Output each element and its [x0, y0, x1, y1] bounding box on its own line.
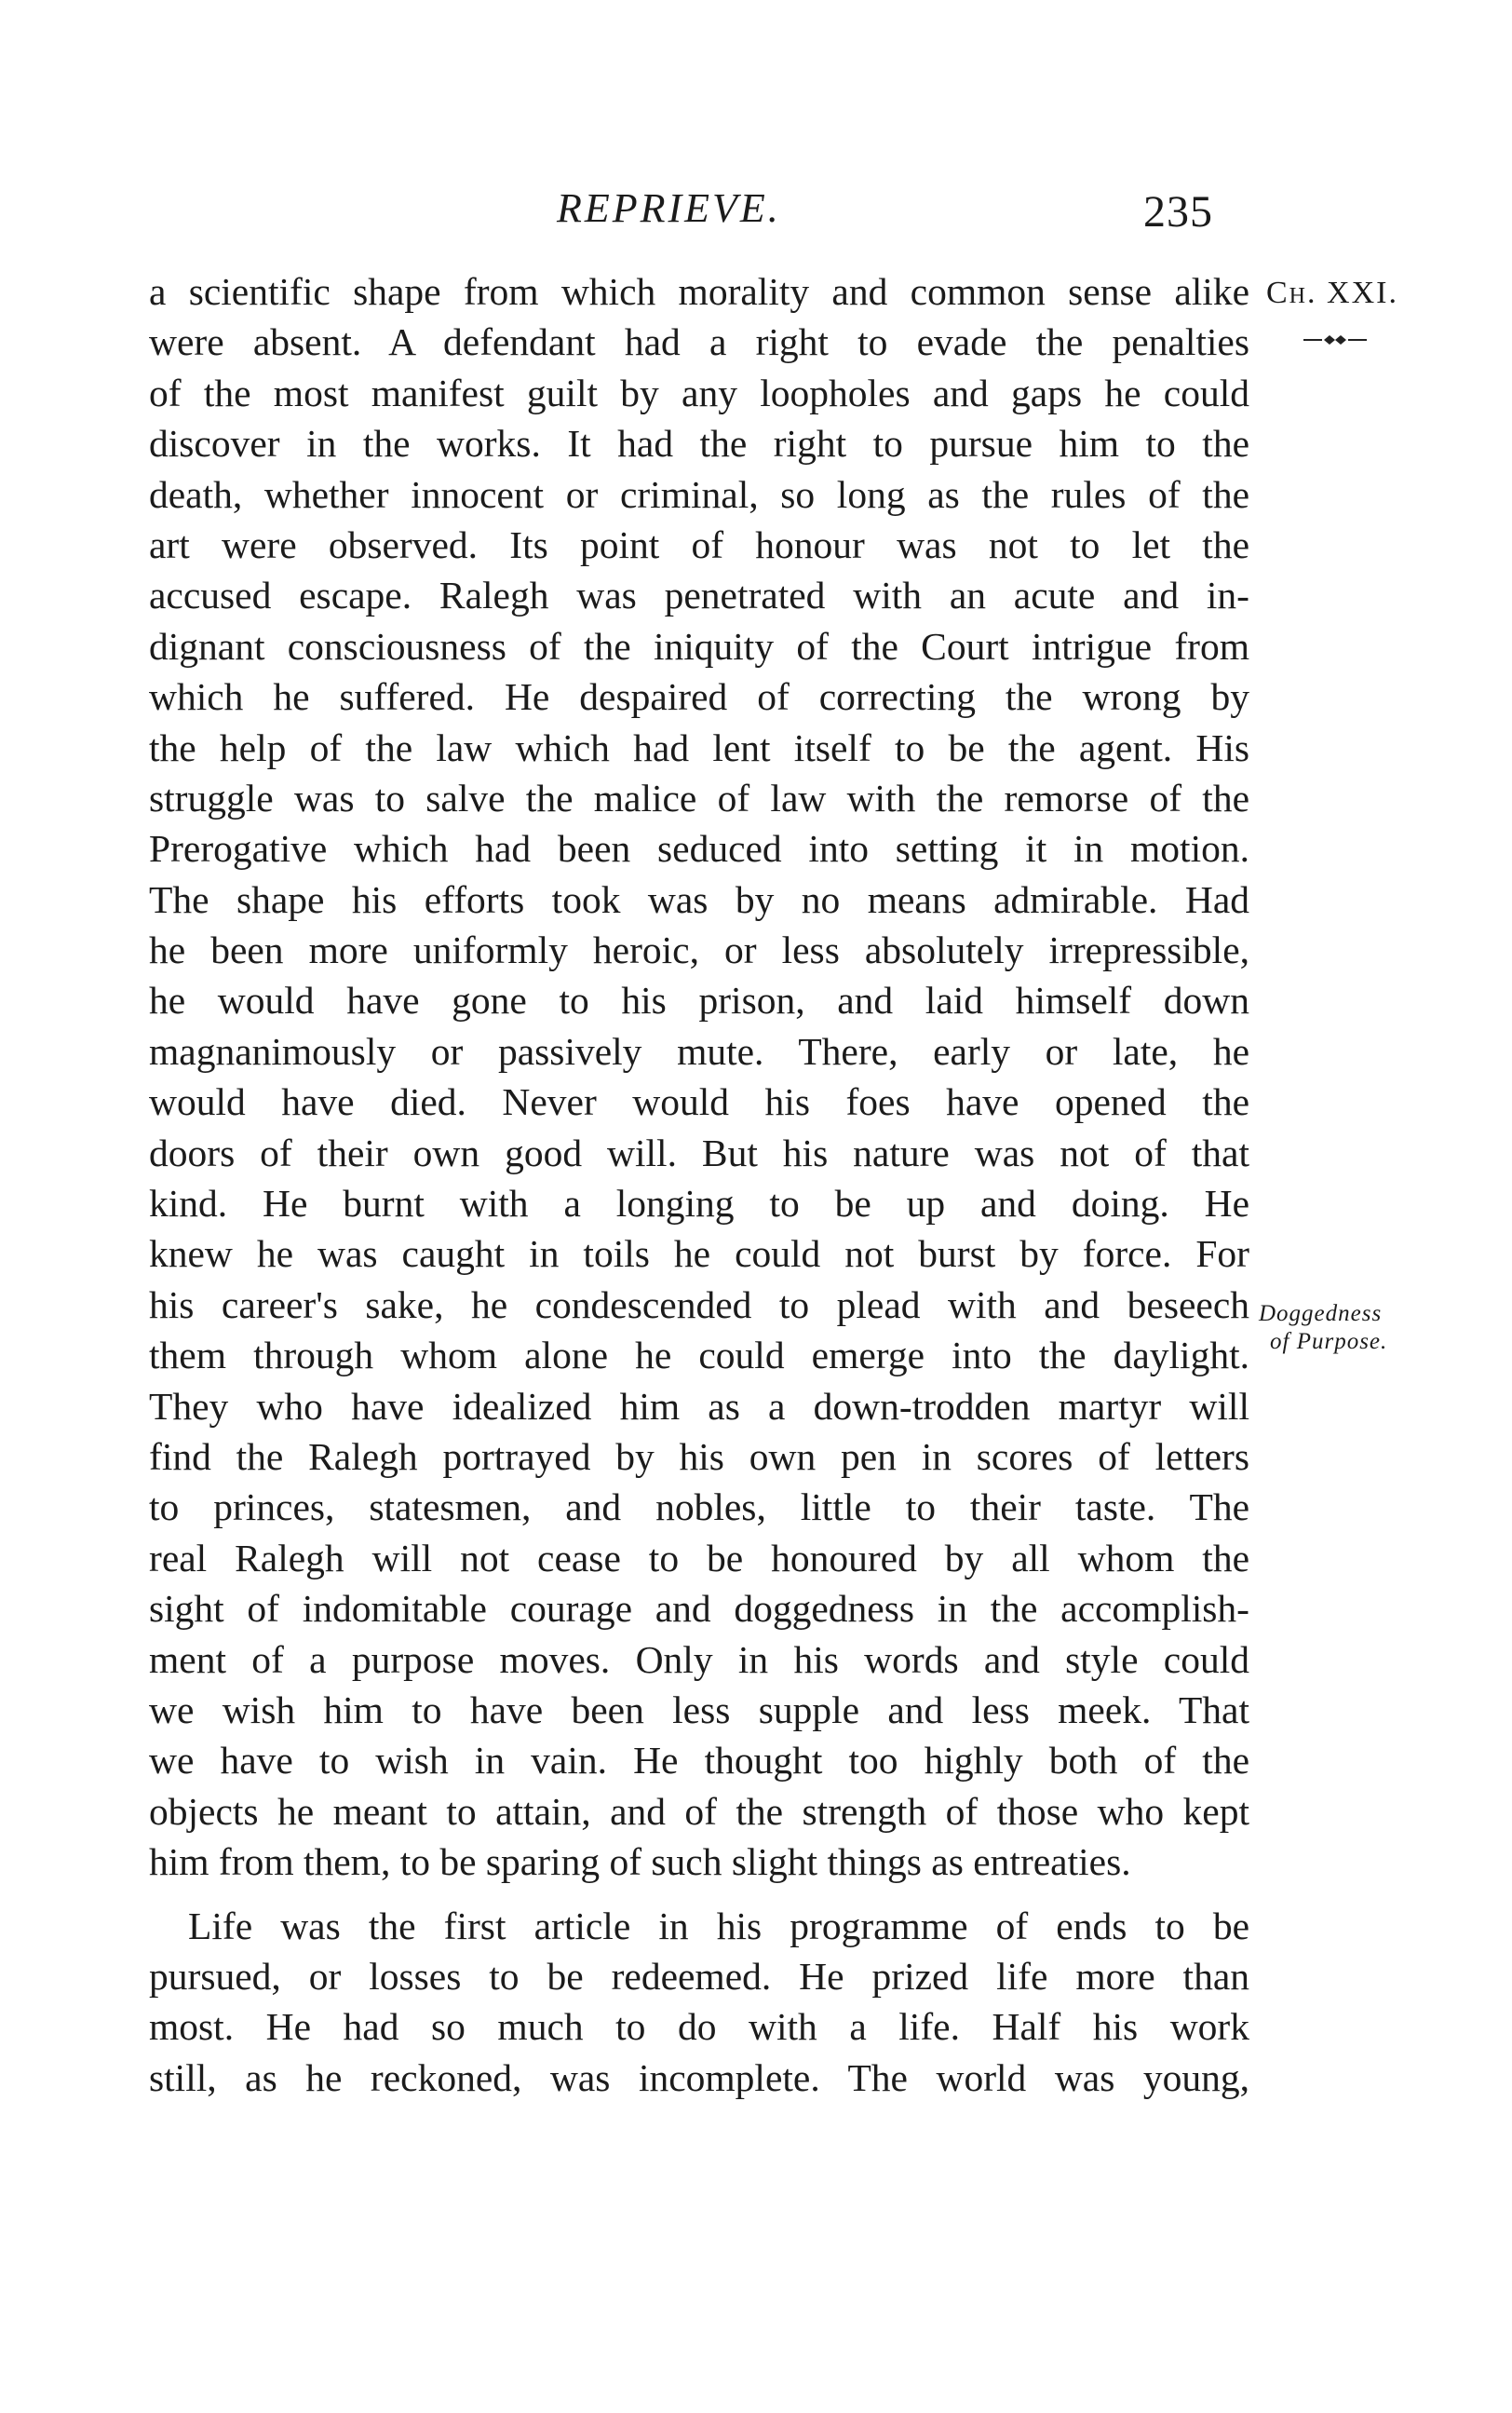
side-note-line: Doggedness	[1259, 1301, 1383, 1326]
text-line: magnanimously or passively mute. There, early or late, he	[149, 1029, 1249, 1073]
text-line: knew he was caught in toils he could not burst by force. For	[149, 1232, 1249, 1276]
text-line: struggle was to salve the malice of law with the remorse of the	[149, 776, 1249, 820]
chapter-ornament-icon	[1302, 333, 1369, 346]
text-line: sight of indomitable courage and doggedness in the accomplish-	[149, 1587, 1249, 1631]
text-line: would have died. Never would his foes have opened the	[149, 1080, 1249, 1124]
text-line: pursued, or losses to be redeemed. He prized life more than	[149, 1954, 1249, 1998]
margin-side-note	[1259, 1300, 1387, 1356]
side-note-line: of Purpose.	[1270, 1329, 1388, 1354]
text-line: we wish him to have been less supple and less meek. That	[149, 1688, 1249, 1731]
text-line: still, as he reckoned, was incomplete. The world was young,	[149, 2055, 1249, 2099]
text-line: accused escape. Ralegh was penetrated with an acute and in-	[149, 574, 1249, 617]
text-line: were absent. A defendant had a right to evade the penalties	[149, 320, 1249, 364]
text-line: doors of their own good will. But his nature was not of that	[149, 1131, 1249, 1174]
text-line: him from them, to be sparing of such slight things as entreaties.	[149, 1840, 1131, 1884]
margin-chapter-label: Ch. XXI.	[1266, 276, 1398, 310]
running-title: REPRIEVE.	[557, 185, 781, 231]
text-line: to princes, statesmen, and nobles, little to their taste. The	[149, 1485, 1249, 1529]
text-line: Life was the first article in his programme of ends to be	[188, 1904, 1249, 1947]
text-line: They who have idealized him as a down-trodden martyr will	[149, 1384, 1249, 1428]
text-line: most. He had so much to do with a life. Half his work	[149, 2005, 1249, 2049]
text-line: he would have gone to his prison, and laid himself down	[149, 979, 1249, 1023]
text-line: the help of the law which had lent itself to be the agent. His	[149, 725, 1249, 769]
text-line: kind. He burnt with a longing to be up and doing. He	[149, 1182, 1249, 1226]
text-line: real Ralegh will not cease to be honoured by all whom the	[149, 1536, 1249, 1579]
text-line: which he suffered. He despaired of correcting the wrong by	[149, 675, 1249, 719]
text-line: dignant consciousness of the iniquity of the Court intrigue from	[149, 624, 1249, 668]
paragraph-gap	[149, 1888, 1249, 1901]
text-line: objects he meant to attain, and of the strength of those who kept	[149, 1789, 1249, 1833]
body-text	[149, 266, 1249, 2103]
text-line: The shape his efforts took was by no means admirable. Had	[149, 877, 1249, 921]
text-line: we have to wish in vain. He thought too highly both of the	[149, 1739, 1249, 1783]
text-line: find the Ralegh portrayed by his own pen in scores of letters	[149, 1434, 1249, 1478]
text-line: of the most manifest guilt by any loopholes and gaps he could	[149, 371, 1249, 414]
running-head	[0, 184, 1512, 250]
text-line: ment of a purpose moves. Only in his words and style could	[149, 1637, 1249, 1681]
text-line: them through whom alone he could emerge into the daylight.	[149, 1334, 1249, 1377]
text-line: his career's sake, he condescended to plead with and beseech	[149, 1282, 1249, 1326]
text-line: a scientific shape from which morality and common sense alike	[149, 270, 1249, 313]
text-line: death, whether innocent or criminal, so long as the rules of the	[149, 472, 1249, 516]
text-line: Prerogative which had been seduced into setting it in motion.	[149, 827, 1249, 871]
page-number: 235	[1143, 187, 1213, 237]
text-line: discover in the works. It had the right to pursue him to the	[149, 422, 1249, 466]
text-line: he been more uniformly heroic, or less absolutely irrepressible,	[149, 929, 1249, 972]
text-line: art were observed. Its point of honour was not to let the	[149, 522, 1249, 566]
